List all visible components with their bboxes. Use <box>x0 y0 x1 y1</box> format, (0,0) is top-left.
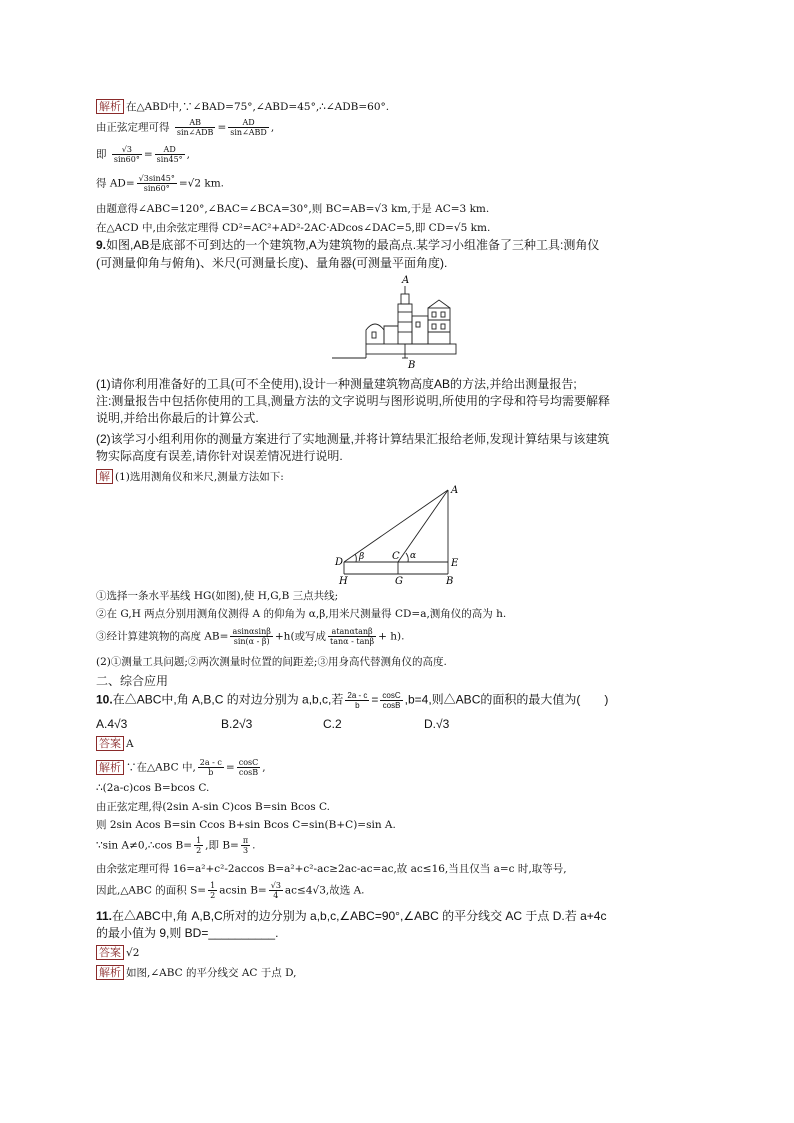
denominator: sin(α - β) <box>233 637 270 646</box>
numerator: AB <box>175 118 216 128</box>
fraction <box>345 691 369 710</box>
p10-option-d: D.√3 <box>424 717 450 731</box>
jiexi-tag: 解析 <box>96 760 124 775</box>
p8-line5: 由题意得∠ABC=120°,∠BAC=∠BCA=30°,则 BC=AB=√3 km,于是 AC=3 km. <box>96 203 490 215</box>
jie-tag: 解 <box>96 469 113 484</box>
p10-sol-text7a: 因此,△ABC 的面积 S= <box>96 884 207 897</box>
punct: . <box>252 839 256 852</box>
denominator: cosB <box>238 768 259 777</box>
p10-option-b: B.2√3 <box>221 717 253 731</box>
fraction <box>241 836 250 855</box>
denominator: 4 <box>273 891 279 900</box>
fraction <box>175 118 216 137</box>
p8-text1: 在△ABD中,∵∠BAD=75°,∠ABD=45°,∴∠ADB=60°. <box>126 101 390 113</box>
equals: = <box>225 761 235 774</box>
p10-sol-line2: ∴(2a-c)cos B=bcos C. <box>96 782 210 794</box>
p9-stem-line1 <box>96 238 599 252</box>
punct: , <box>262 761 266 774</box>
denominator: 3 <box>242 846 249 855</box>
fig-label-beta: β <box>359 552 365 562</box>
p8-line3 <box>96 145 190 164</box>
numerator: 1 <box>210 881 216 890</box>
p8-text4: 得 AD= <box>96 177 135 190</box>
p11-stem-line2: 的最小值为 9,则 BD=__________. <box>96 926 279 940</box>
p9-q2: (2)该学习小组利用你的测量方案进行了实地测量,并将计算结果汇报给老师,发现计算结果与该建筑 <box>96 432 610 446</box>
p10-option-a: A.4√3 <box>96 717 128 731</box>
denominator: 2 <box>210 891 216 900</box>
fig-label-e: E <box>451 558 459 569</box>
fraction <box>137 174 177 193</box>
numerator: 2a - c <box>347 691 368 700</box>
denominator: b <box>208 768 214 777</box>
punct: , <box>270 121 275 134</box>
p9-sol-step3d: + h). <box>378 630 405 643</box>
fig-label-h: H <box>339 576 348 586</box>
p10-sol-line4: 则 2sin Acos B=sin Ccos B+sin Bcos C=sin(B+C)=sin A. <box>96 819 396 831</box>
p9-q1-note: 注:测量报告中包括你使用的工具,测量方法的文字说明与图形说明,所使用的字母和符号均需要解释 <box>96 394 611 408</box>
answer-value: √2 <box>126 947 140 959</box>
p8-line4 <box>96 174 224 193</box>
fig-label-d: D <box>335 557 344 568</box>
punct: , <box>186 148 190 161</box>
p9-stem-line2: (可测量仰角与俯角)、米尺(可测量长度)、量角器(可测量平面角度). <box>96 256 448 270</box>
p8-line6: 在△ACD 中,由余弦定理得 CD²=AC²+AD²-2AC·ADcos∠DAC=5,即 CD=√5 km. <box>96 222 491 234</box>
p10-answer <box>96 736 134 751</box>
fraction <box>208 881 217 900</box>
p11-stem-line1 <box>96 909 606 923</box>
p10-option-c: C.2 <box>323 717 342 731</box>
jiexi-tag: 解析 <box>96 99 124 114</box>
p8-line2 <box>96 118 274 137</box>
fig-label-c: C <box>392 551 400 562</box>
fraction <box>112 145 142 164</box>
p11-sol-text: 如图,∠ABC 的平分线交 AC 于点 D, <box>126 967 297 979</box>
p10-sol-line5 <box>96 836 255 855</box>
equals: = <box>217 121 227 134</box>
numerator: AD <box>155 145 185 155</box>
numerator: cosC <box>382 691 401 700</box>
p10-sol-line3: 由正弦定理,得(2sin A-sin C)cos B=sin Bcos C. <box>96 801 330 813</box>
numerator: 2a - c <box>199 758 222 767</box>
p9-solution-line1 <box>96 469 284 484</box>
building-label-a: A <box>402 275 410 286</box>
denominator: tanα - tanβ <box>330 637 375 646</box>
p10-stem-b: ,b=4,则△ABC的面积的最大值为( ) <box>404 692 609 707</box>
equals: = <box>143 148 153 161</box>
p9-sol-step3b: +h <box>274 630 291 643</box>
denominator: sin∠ADB <box>176 128 214 137</box>
problem-number: 10. <box>96 692 113 707</box>
numerator: √3 <box>270 881 281 890</box>
fraction <box>328 627 376 646</box>
p11-answer <box>96 945 139 960</box>
numerator: cosC <box>238 758 259 767</box>
fraction <box>194 836 203 855</box>
jiexi-tag: 解析 <box>96 965 124 980</box>
denominator: sin60° <box>143 184 170 193</box>
p10-stem <box>96 691 608 710</box>
p10-sol-text7b: acsin B= <box>219 884 267 897</box>
p11-sol-line1 <box>96 965 297 980</box>
building-label-b: B <box>408 360 416 370</box>
denominator: sin∠ABD <box>230 128 267 137</box>
p10-sol-line6: 由余弦定理可得 16=a²+c²-2accos B=a²+c²-ac≥2ac-ac=ac,故 ac≤16,当且仅当 a=c 时,取等号, <box>96 863 567 875</box>
p9-sol-step2: ②在 G,H 两点分别用测角仪测得 A 的仰角为 α,β,用米尺测量得 CD=a,测角仪的高为 h. <box>96 608 507 620</box>
measurement-figure <box>330 482 470 586</box>
p10-sol-line7 <box>96 881 365 900</box>
denominator: cosB <box>382 701 401 710</box>
answer-tag: 答案 <box>96 736 124 751</box>
p11-stem-text1: 在△ABC中,角 A,B,C所对的边分别为 a,b,c,∠ABC=90°,∠ABC 的平分线交 AC 于点 D.若 a+4c <box>112 909 607 923</box>
fig-label-b: B <box>446 576 454 586</box>
fig-label-g: G <box>395 576 403 586</box>
p9-q1: (1)请你利用准备好的工具(可不全使用),设计一种测量建筑物高度AB的方法,并给出测量报告; <box>96 377 577 391</box>
fraction <box>380 691 402 710</box>
p9-sol-step3 <box>96 627 404 646</box>
numerator: atanαtanβ <box>328 627 376 637</box>
section-heading: 二、综合应用 <box>96 674 169 688</box>
fig-label-a: A <box>451 485 459 496</box>
p9-stem-text1: 如图,AB是底部不可到达的一个建筑物,A为建筑物的最高点.某学习小组准备了三种工具:测角仪 <box>106 238 600 252</box>
problem-number: 11. <box>96 909 113 923</box>
p8-text2: 由正弦定理可得 <box>96 121 170 134</box>
denominator: 2 <box>196 846 202 855</box>
fraction <box>269 881 283 900</box>
p9-sol-step3c: (或写成 <box>290 630 327 643</box>
denominator: sin45° <box>156 155 183 164</box>
p10-sol-text5a: ∵sin A≠0,∴cos B= <box>96 839 193 852</box>
numerator: 1 <box>196 836 202 845</box>
numerator: √3sin45° <box>138 174 175 183</box>
fraction <box>228 118 269 137</box>
p9-q1-note2: 说明,并给出你最后的计算公式. <box>96 411 259 425</box>
numerator: π <box>242 836 249 845</box>
numerator: √3 <box>112 145 142 155</box>
p9-sol-step3a: ③经计算建筑物的高度 AB= <box>96 630 229 643</box>
p9-sol-step1: ①选择一条水平基线 HG(如图),使 H,G,B 三点共线; <box>96 590 339 602</box>
p10-sol-text: ∵在△ABC 中, <box>126 761 196 774</box>
fraction <box>155 145 185 164</box>
p10-sol-line1 <box>96 758 266 777</box>
p9-sol-text1: (1)选用测角仪和米尺,测量方法如下: <box>115 471 284 483</box>
fig-label-alpha: α <box>410 551 417 561</box>
numerator: AD <box>228 118 269 128</box>
answer-tag: 答案 <box>96 945 124 960</box>
p10-stem-a: 在△ABC中,角 A,B,C 的对边分别为 a,b,c,若 <box>112 692 344 707</box>
p9-sol-part2: (2)①测量工具问题;②两次测量时位置的间距差;③用身高代替测角仪的高度. <box>96 656 447 668</box>
fraction <box>237 758 261 777</box>
p10-sol-text7c: ac≤4√3,故选 A. <box>284 884 365 897</box>
p9-q2b: 物实际高度有误差,请你针对误差情况进行说明. <box>96 449 343 463</box>
p8-line1 <box>96 99 389 114</box>
problem-number: 9. <box>96 238 107 252</box>
p10-sol-text5b: ,即 B= <box>205 839 239 852</box>
denominator: sin60° <box>113 155 140 164</box>
fraction <box>230 627 272 646</box>
p8-text4b: =√2 km. <box>178 177 224 190</box>
p8-text3: 即 <box>96 148 107 161</box>
denominator: b <box>355 701 360 710</box>
numerator: asinαsinβ <box>232 627 271 636</box>
answer-value: A <box>126 738 134 750</box>
fraction <box>198 758 224 777</box>
equals: = <box>371 692 379 707</box>
building-figure <box>328 272 468 370</box>
